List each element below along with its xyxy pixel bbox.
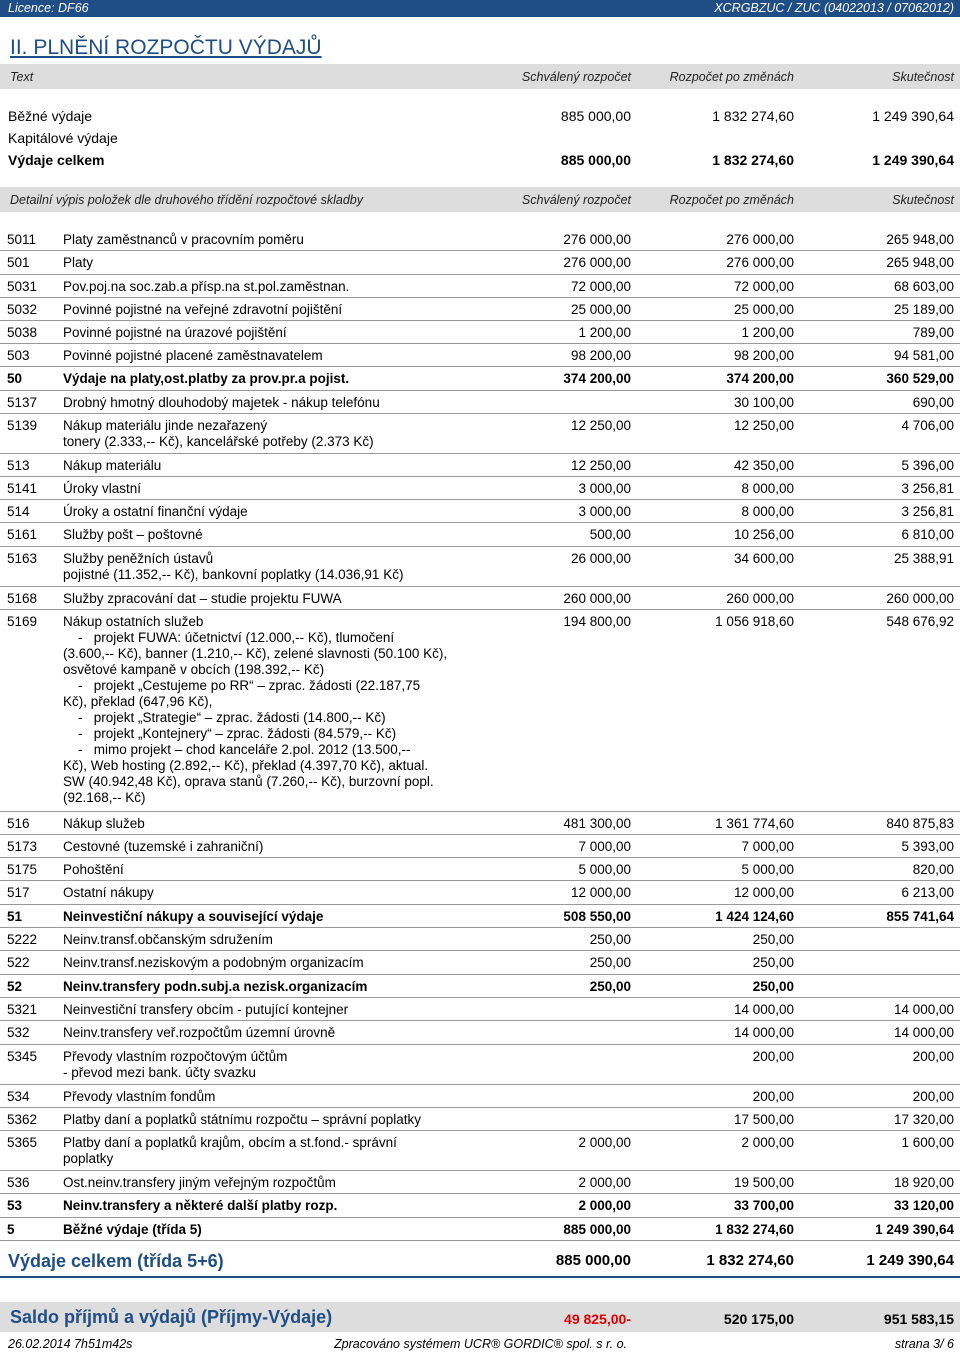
row-approved: 374 200,00	[563, 371, 631, 386]
row-adjusted: 14 000,00	[733, 1002, 794, 1017]
top-bar	[0, 0, 960, 17]
row-description: Úroky vlastní	[63, 481, 142, 496]
row-description: Neinvestiční transfery obcím - putující kontejner	[63, 1002, 349, 1017]
row-approved: 250,00	[589, 979, 631, 994]
row-code: 516	[7, 816, 30, 831]
row-divider	[0, 880, 960, 881]
row-actual: 25 388,91	[893, 551, 954, 566]
summary-approved: 885 000,00	[560, 108, 631, 124]
row-adjusted: 250,00	[752, 932, 794, 947]
table-header-summary	[0, 64, 960, 89]
row-actual: 14 000,00	[893, 1025, 954, 1040]
row-actual: 200,00	[912, 1089, 954, 1104]
row-code: 5032	[7, 302, 38, 317]
row-approved: 250,00	[589, 932, 631, 947]
total-adjusted: 1 832 274,60	[706, 1252, 794, 1269]
row-actual: 260 000,00	[886, 591, 954, 606]
row-description: Platby daní a poplatků státnímu rozpočtu – správní poplatky	[63, 1112, 421, 1127]
row-actual: 3 256,81	[901, 481, 954, 496]
row-approved: 500,00	[589, 527, 631, 542]
saldo-row	[0, 1302, 960, 1332]
total-label: Výdaje celkem (třída 5+6)	[8, 1251, 224, 1271]
row-code: 50	[7, 371, 23, 386]
row-code: 536	[7, 1175, 30, 1190]
row-actual: 548 676,92	[886, 614, 954, 629]
header-text: Text	[10, 70, 34, 84]
row-adjusted: 200,00	[752, 1089, 794, 1104]
row-actual: 265 948,00	[886, 255, 954, 270]
row-code: 5365	[7, 1135, 38, 1150]
row-actual: 840 875,83	[886, 816, 954, 831]
row-description: Služby pošt – poštovné	[63, 527, 203, 542]
row-divider	[0, 522, 960, 523]
row-adjusted: 2 000,00	[741, 1135, 794, 1150]
row-code: 5137	[7, 395, 38, 410]
row-divider	[0, 1084, 960, 1085]
header-approved: Schválený rozpočet	[521, 70, 631, 84]
row-adjusted: 7 000,00	[741, 839, 794, 854]
row-description: Výdaje na platy,ost.platby za prov.pr.a pojist.	[63, 371, 350, 386]
row-actual: 360 529,00	[886, 371, 954, 386]
row-approved: 2 000,00	[578, 1198, 631, 1213]
header-approved: Schválený rozpočet	[521, 193, 631, 207]
row-description: Platby daní a poplatků krajům, obcím a st.fond.- správní poplatky	[63, 1135, 397, 1166]
row-divider	[0, 1107, 960, 1108]
saldo-actual: 951 583,15	[883, 1311, 954, 1327]
row-approved: 12 000,00	[570, 885, 631, 900]
row-code: 51	[7, 909, 23, 924]
row-description: Nákup materiálu jinde nezařazený tonery (2.333,-- Kč), kancelářské potřeby (2.373 Kč)	[63, 418, 374, 449]
row-adjusted: 200,00	[752, 1049, 794, 1064]
row-divider	[0, 476, 960, 477]
row-divider	[0, 974, 960, 975]
row-divider	[0, 453, 960, 454]
row-actual: 4 706,00	[901, 418, 954, 433]
row-adjusted: 1 424 124,60	[715, 909, 794, 924]
row-code: 513	[7, 458, 30, 473]
row-code: 52	[7, 979, 23, 994]
row-code: 532	[7, 1025, 30, 1040]
row-description: Převody vlastním rozpočtovým účtům - převod mezi bank. účty svazku	[63, 1049, 288, 1080]
row-code: 5222	[7, 932, 38, 947]
row-description: Platy zaměstnanců v pracovním poměru	[63, 232, 304, 247]
row-adjusted: 374 200,00	[726, 371, 794, 386]
row-divider	[0, 1240, 960, 1241]
row-description: Ostatní nákupy	[63, 885, 154, 900]
row-divider	[0, 1193, 960, 1194]
total-actual: 1 249 390,64	[866, 1252, 954, 1269]
row-approved: 1 200,00	[578, 325, 631, 340]
row-divider	[0, 499, 960, 500]
row-description: Neinv.transfery veř.rozpočtům územní úrovně	[63, 1025, 336, 1040]
row-adjusted: 17 500,00	[733, 1112, 794, 1127]
row-actual: 14 000,00	[893, 1002, 954, 1017]
row-description: Neinvestiční nákupy a související výdaje	[63, 909, 324, 924]
row-approved: 5 000,00	[578, 862, 631, 877]
row-adjusted: 30 100,00	[733, 395, 794, 410]
row-description: Platy	[63, 255, 94, 270]
row-code: 5038	[7, 325, 38, 340]
row-adjusted: 12 250,00	[733, 418, 794, 433]
row-divider	[0, 950, 960, 951]
row-description: Ost.neinv.transfery jiným veřejným rozpočtům	[63, 1175, 336, 1190]
row-description: Drobný hmotný dlouhodobý majetek - nákup telefónu	[63, 395, 380, 410]
report-id-label: XCRGBZUC / ZUC (04022013 / 07062012)	[714, 1, 954, 15]
row-approved: 2 000,00	[578, 1175, 631, 1190]
row-code: 5362	[7, 1112, 38, 1127]
row-code: 5345	[7, 1049, 38, 1064]
saldo-adjusted: 520 175,00	[723, 1311, 794, 1327]
row-adjusted: 33 700,00	[733, 1198, 794, 1213]
row-divider	[0, 546, 960, 547]
footer-system: Zpracováno systémem UCR® GORDIC® spol. s r. o.	[334, 1337, 628, 1351]
row-description: Neinv.transfery a některé další platby rozp.	[63, 1198, 338, 1213]
row-code: 5011	[7, 232, 37, 247]
row-adjusted: 42 350,00	[733, 458, 794, 473]
row-code: 5139	[7, 418, 38, 433]
row-adjusted: 12 000,00	[733, 885, 794, 900]
row-code: 514	[7, 504, 30, 519]
row-code: 5	[7, 1222, 15, 1237]
row-divider	[0, 413, 960, 414]
row-actual: 17 320,00	[893, 1112, 954, 1127]
row-actual: 5 396,00	[901, 458, 954, 473]
row-description: Neinv.transfery podn.subj.a nezisk.organizacím	[63, 979, 368, 994]
row-code: 534	[7, 1089, 30, 1104]
row-divider	[0, 366, 960, 367]
row-actual: 94 581,00	[893, 348, 954, 363]
row-divider	[0, 927, 960, 928]
row-description: Úroky a ostatní finanční výdaje	[63, 504, 248, 519]
row-code: 5163	[7, 551, 38, 566]
header-adjusted: Rozpočet po změnách	[669, 193, 794, 207]
row-approved: 194 800,00	[563, 614, 631, 629]
row-divider	[0, 297, 960, 298]
row-adjusted: 250,00	[752, 955, 794, 970]
row-code: 501	[7, 255, 30, 270]
row-actual: 18 920,00	[893, 1175, 954, 1190]
row-approved: 25 000,00	[570, 302, 631, 317]
row-adjusted: 1 361 774,60	[715, 816, 794, 831]
row-description: Povinné pojistné na veřejné zdravotní pojištění	[63, 302, 343, 317]
header-actual: Skutečnost	[892, 70, 954, 84]
row-code: 517	[7, 885, 30, 900]
row-code: 5321	[7, 1002, 38, 1017]
row-actual: 820,00	[912, 862, 954, 877]
row-code: 5169	[7, 614, 38, 629]
row-adjusted: 8 000,00	[741, 481, 794, 496]
summary-adjusted: 1 832 274,60	[712, 108, 794, 124]
row-actual: 5 393,00	[901, 839, 954, 854]
header-detail-text: Detailní výpis položek dle druhového třídění rozpočtové skladby	[10, 193, 363, 207]
row-adjusted: 276 000,00	[726, 255, 794, 270]
row-approved: 276 000,00	[563, 255, 631, 270]
row-code: 5141	[7, 481, 38, 496]
row-divider	[0, 811, 960, 812]
row-adjusted: 34 600,00	[733, 551, 794, 566]
saldo-approved: 49 825,00-	[564, 1311, 631, 1327]
row-description: Převody vlastním fondům	[63, 1089, 216, 1104]
row-actual: 265 948,00	[886, 232, 954, 247]
row-divider	[0, 320, 960, 321]
row-approved: 276 000,00	[563, 232, 631, 247]
row-description: Neinv.transf.občanským sdružením	[63, 932, 273, 947]
row-actual: 690,00	[912, 395, 954, 410]
row-actual: 6 213,00	[901, 885, 954, 900]
row-divider	[0, 250, 960, 251]
row-actual: 3 256,81	[901, 504, 954, 519]
row-approved: 12 250,00	[570, 458, 631, 473]
row-description: Pohoštění	[63, 862, 124, 877]
row-divider	[0, 343, 960, 344]
row-description: Pov.poj.na soc.zab.a přísp.na st.pol.zaměstnan.	[63, 279, 350, 294]
row-approved: 508 550,00	[563, 909, 631, 924]
row-actual: 1 249 390,64	[875, 1222, 954, 1237]
row-divider	[0, 997, 960, 998]
row-divider	[0, 834, 960, 835]
row-adjusted: 19 500,00	[733, 1175, 794, 1190]
row-adjusted: 8 000,00	[741, 504, 794, 519]
row-description: Služby zpracování dat – studie projektu FUWA	[63, 591, 342, 606]
row-adjusted: 5 000,00	[741, 862, 794, 877]
row-adjusted: 250,00	[752, 979, 794, 994]
row-approved: 7 000,00	[578, 839, 631, 854]
header-adjusted: Rozpočet po změnách	[669, 70, 794, 84]
row-approved: 98 200,00	[570, 348, 631, 363]
row-adjusted: 260 000,00	[726, 591, 794, 606]
summary-label: Kapitálové výdaje	[8, 130, 118, 146]
saldo-label: Saldo příjmů a výdajů (Příjmy-Výdaje)	[10, 1307, 333, 1327]
row-actual: 68 603,00	[893, 279, 954, 294]
row-adjusted: 276 000,00	[726, 232, 794, 247]
row-code: 5161	[7, 527, 38, 542]
row-description: Nákup materiálu	[63, 458, 162, 473]
row-description: Běžné výdaje (třída 5)	[63, 1222, 202, 1237]
row-adjusted: 10 256,00	[733, 527, 794, 542]
row-divider	[0, 390, 960, 391]
row-approved: 3 000,00	[578, 504, 631, 519]
row-code: 5031	[7, 279, 38, 294]
row-adjusted: 14 000,00	[733, 1025, 794, 1040]
footer-timestamp: 26.02.2014 7h51m42s	[8, 1337, 133, 1351]
row-divider	[0, 857, 960, 858]
row-description: Nákup služeb	[63, 816, 145, 831]
summary-adjusted: 1 832 274,60	[712, 152, 794, 168]
row-code: 5168	[7, 591, 38, 606]
row-adjusted: 1 056 918,60	[715, 614, 794, 629]
row-code: 5175	[7, 862, 38, 877]
row-approved: 250,00	[589, 955, 631, 970]
row-divider	[0, 1020, 960, 1021]
row-approved: 3 000,00	[578, 481, 631, 496]
row-adjusted: 98 200,00	[733, 348, 794, 363]
row-divider	[0, 904, 960, 905]
row-adjusted: 1 832 274,60	[715, 1222, 794, 1237]
row-approved: 26 000,00	[570, 551, 631, 566]
table-header-detail	[0, 187, 960, 212]
row-description: Nákup ostatních služeb - projekt FUWA: účetnictví (12.000,-- Kč), tlumočení (3.600,-- Kč), banner (1.210,-- Kč), zelené slavnosti (50.100 Kč), osvětové kampaně v obcích (198.392,-- Kč) - projekt „Cestujeme po RR“ – zprac. žádosti (22.187,75 Kč), překlad (647,96 Kč), - projekt „Strategie“ – zprac. žádosti (14.800,-- Kč) - projekt „Kontejnery“ – zprac. žádosti (84.579,-- Kč) - mimo projekt – chod kanceláře 2.pol. 2012 (13.500,-- Kč), Web hosting (2.892,-- Kč), překlad (4.397,70 Kč), aktual. SW (40.942,48 Kč), oprava stanů (7.260,-- Kč), burzovní popl. (92.168,-- Kč)	[63, 614, 448, 805]
row-description: Povinné pojistné placené zaměstnavatelem	[63, 348, 323, 363]
row-divider	[0, 1130, 960, 1131]
row-code: 503	[7, 348, 30, 363]
row-divider	[0, 609, 960, 610]
row-description: Neinv.transf.neziskovým a podobným organizacím	[63, 955, 364, 970]
row-adjusted: 1 200,00	[741, 325, 794, 340]
page-footer	[0, 1336, 960, 1353]
row-adjusted: 72 000,00	[733, 279, 794, 294]
summary-actual: 1 249 390,64	[872, 152, 954, 168]
licence-label: Licence: DF66	[8, 1, 89, 15]
total-divider	[0, 1276, 960, 1278]
summary-approved: 885 000,00	[560, 152, 631, 168]
footer-page: strana 3/ 6	[894, 1337, 954, 1351]
row-code: 522	[7, 955, 30, 970]
summary-actual: 1 249 390,64	[872, 108, 954, 124]
row-description: Cestovné (tuzemské i zahraniční)	[63, 839, 264, 854]
row-code: 5173	[7, 839, 38, 854]
row-divider	[0, 1044, 960, 1045]
total-approved: 885 000,00	[555, 1252, 631, 1269]
header-actual: Skutečnost	[892, 193, 954, 207]
row-approved: 260 000,00	[563, 591, 631, 606]
row-divider	[0, 586, 960, 587]
summary-label: Výdaje celkem	[8, 152, 105, 168]
row-approved: 2 000,00	[578, 1135, 631, 1150]
row-actual: 1 600,00	[901, 1135, 954, 1150]
row-actual: 25 189,00	[893, 302, 954, 317]
row-approved: 12 250,00	[570, 418, 631, 433]
summary-label: Běžné výdaje	[8, 108, 93, 124]
row-divider	[0, 1170, 960, 1171]
row-description: Služby peněžních ústavů pojistné (11.352,-- Kč), bankovní poplatky (14.036,91 Kč)	[63, 551, 404, 582]
row-adjusted: 25 000,00	[733, 302, 794, 317]
row-actual: 33 120,00	[893, 1198, 954, 1213]
page-title: II. PLNĚNÍ ROZPOČTU VÝDAJŮ	[10, 36, 322, 59]
row-approved: 885 000,00	[563, 1222, 631, 1237]
row-description: Povinné pojistné na úrazové pojištění	[63, 325, 287, 340]
row-code: 53	[7, 1198, 23, 1213]
row-divider	[0, 274, 960, 275]
row-actual: 6 810,00	[901, 527, 954, 542]
row-actual: 855 741,64	[886, 909, 954, 924]
row-actual: 789,00	[912, 325, 954, 340]
row-divider	[0, 1217, 960, 1218]
row-approved: 481 300,00	[563, 816, 631, 831]
row-actual: 200,00	[912, 1049, 954, 1064]
row-approved: 72 000,00	[570, 279, 631, 294]
